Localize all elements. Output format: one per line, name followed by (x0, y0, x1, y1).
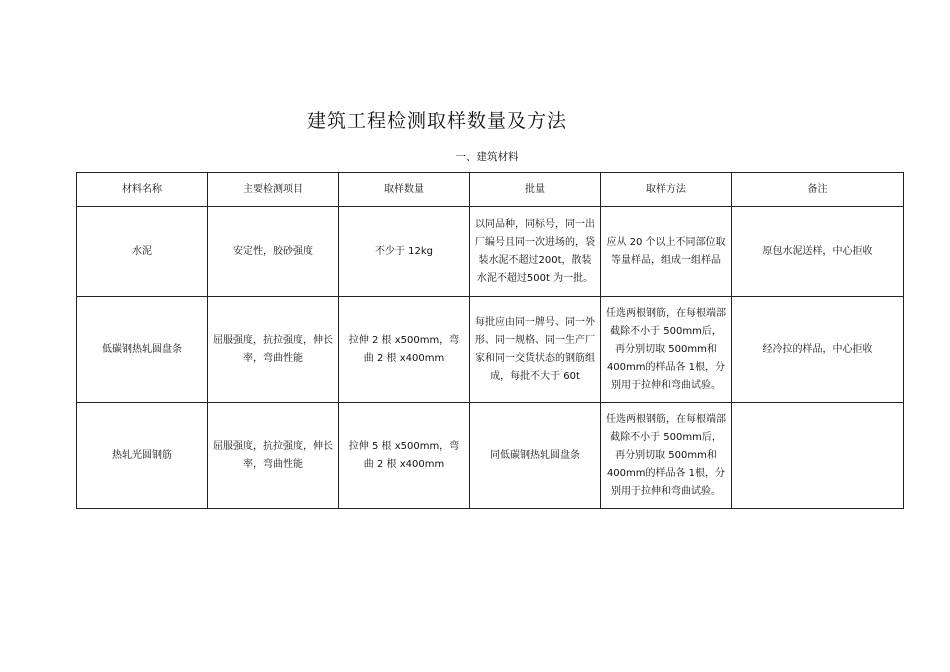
material-name-cell: 热轧光圆钢筋 (77, 403, 208, 509)
sample-quantity-cell: 拉伸 5 根 x500mm，弯曲 2 根 x400mm (339, 403, 470, 509)
header-material-name: 材料名称 (77, 173, 208, 207)
sampling-table (76, 172, 904, 509)
table-row (77, 207, 904, 297)
batch-cell: 每批应由同一牌号、同一外形、同一规格、同一生产厂家和同一交货状态的钢筋组成，每批不大于 60t (470, 297, 601, 403)
table-row (77, 403, 904, 509)
section-title: 一、建筑材料 (455, 151, 519, 163)
sampling-method-cell: 应从 20 个以上不同部位取等量样品，组成一组样品 (601, 207, 732, 297)
header-sample-quantity: 取样数量 (339, 173, 470, 207)
sampling-method-cell: 任选两根钢筋，在每根端部截除不小于 500mm后，再分别切取 500mm和 400mm的样品各 1根，分别用于拉伸和弯曲试验。 (601, 297, 732, 403)
remark-cell (732, 403, 904, 509)
sample-quantity-cell: 拉伸 2 根 x500mm，弯曲 2 根 x400mm (339, 297, 470, 403)
material-name-cell: 水泥 (77, 207, 208, 297)
batch-cell: 以同品种，同标号，同一出厂编号且同一次进场的，袋装水泥不超过200t，散装水泥不超过500t 为一批。 (470, 207, 601, 297)
test-items-cell: 屈服强度，抗拉强度，伸长率，弯曲性能 (208, 297, 339, 403)
table-header-row (77, 173, 904, 207)
material-name-cell: 低碳钢热轧圆盘条 (77, 297, 208, 403)
sampling-method-cell: 任选两根钢筋，在每根端部截除不小于 500mm后，再分别切取 500mm和 400mm的样品各 1根，分别用于拉伸和弯曲试验。 (601, 403, 732, 509)
table-row (77, 297, 904, 403)
test-items-cell: 屈服强度，抗拉强度，伸长率，弯曲性能 (208, 403, 339, 509)
sample-quantity-cell: 不少于 12kg (339, 207, 470, 297)
remark-cell: 经冷拉的样品，中心拒收 (732, 297, 904, 403)
header-test-items: 主要检测项目 (208, 173, 339, 207)
header-sampling-method: 取样方法 (601, 173, 732, 207)
header-batch: 批量 (470, 173, 601, 207)
batch-cell: 同低碳钢热轧圆盘条 (470, 403, 601, 509)
test-items-cell: 安定性，胶砂强度 (208, 207, 339, 297)
header-remark: 备注 (732, 173, 904, 207)
remark-cell: 原包水泥送样，中心拒收 (732, 207, 904, 297)
document-title: 建筑工程检测取样数量及方法 (306, 110, 567, 132)
